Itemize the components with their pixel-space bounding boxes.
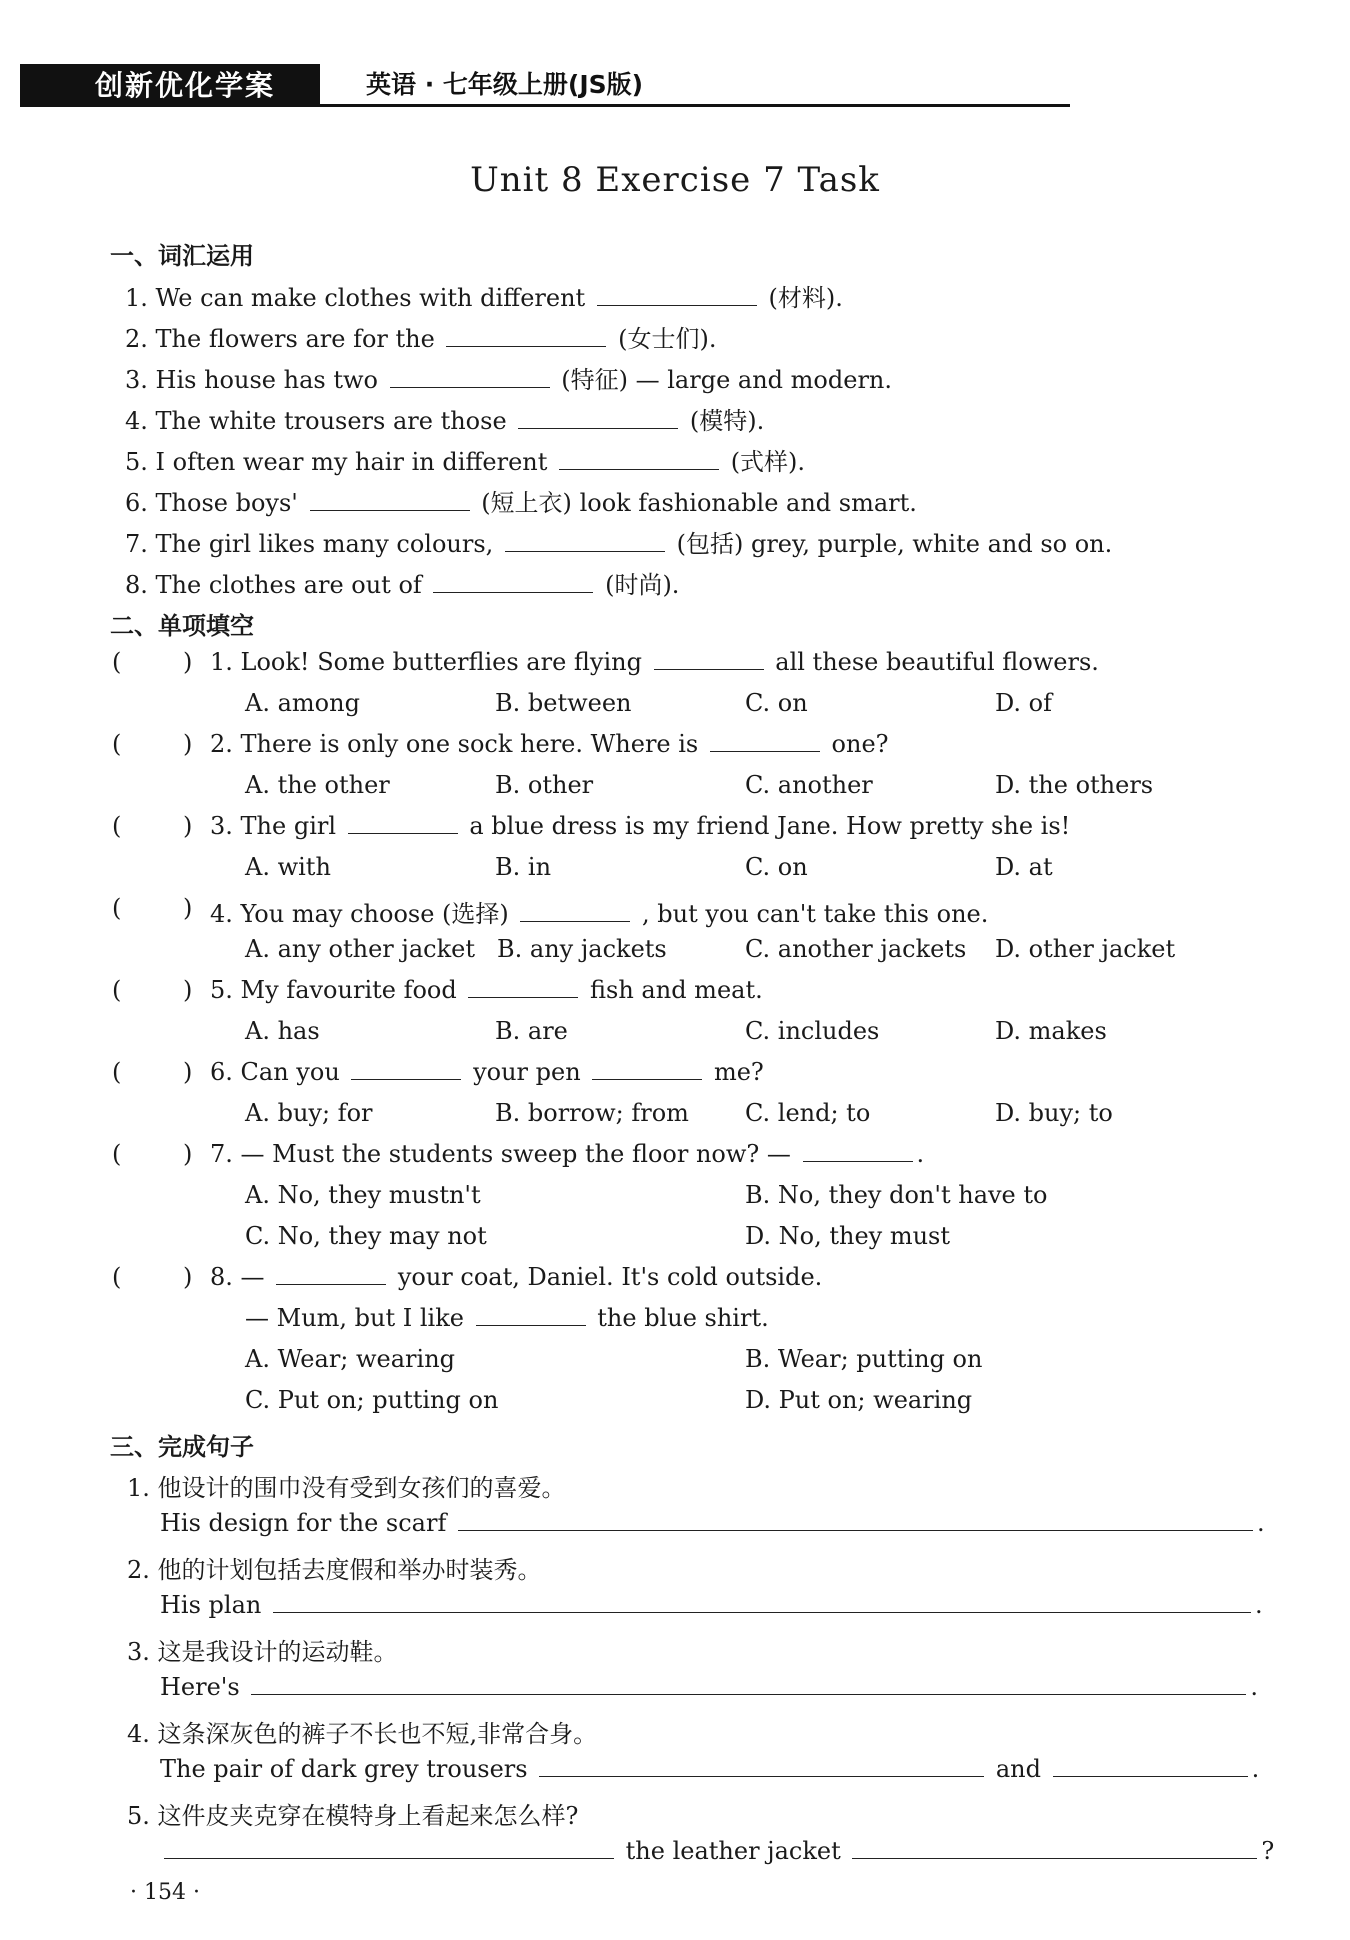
answer-blank[interactable] <box>390 386 550 388</box>
sentence-5-english: the leather jacket ? <box>160 1837 1274 1865</box>
sentence-4-english: The pair of dark grey trousers and . <box>160 1755 1260 1783</box>
option-c[interactable]: C. on <box>745 689 808 717</box>
mc-question-6: 6. Can you your pen me? <box>210 1058 764 1086</box>
answer-blank[interactable] <box>597 304 757 306</box>
answer-blank[interactable] <box>476 1324 586 1326</box>
vocab-item-7: 7. The girl likes many colours, (包括) grey, purple, white and so on. <box>125 530 1113 558</box>
answer-paren-open: ( <box>112 812 122 840</box>
option-b[interactable]: B. borrow; from <box>495 1099 689 1127</box>
option-c[interactable]: C. No, they may not <box>245 1222 487 1250</box>
vocab-item-8: 8. The clothes are out of (时尚). <box>125 571 680 599</box>
option-a[interactable]: A. No, they mustn't <box>245 1181 481 1209</box>
answer-blank[interactable] <box>592 1078 702 1080</box>
answer-paren-open: ( <box>112 1140 122 1168</box>
answer-blank[interactable] <box>520 920 630 922</box>
option-d[interactable]: D. the others <box>995 771 1154 799</box>
answer-line[interactable] <box>539 1775 984 1777</box>
answer-line[interactable] <box>164 1857 614 1859</box>
option-b[interactable]: B. other <box>495 771 594 799</box>
sentence-4-chinese: 4. 这条深灰色的裤子不长也不短,非常合身。 <box>127 1720 598 1748</box>
answer-blank[interactable] <box>518 427 678 429</box>
answer-paren-close: ) <box>183 976 193 1004</box>
option-c[interactable]: C. another <box>745 771 873 799</box>
mc-question-7: 7. — Must the students sweep the floor now? — . <box>210 1140 925 1168</box>
mc-question-8: 8. — your coat, Daniel. It's cold outside. <box>210 1263 823 1291</box>
option-b[interactable]: B. Wear; putting on <box>745 1345 983 1373</box>
answer-blank[interactable] <box>559 468 719 470</box>
section-1-heading: 一、词汇运用 <box>110 242 254 270</box>
answer-line[interactable] <box>273 1611 1251 1613</box>
option-a[interactable]: A. any other jacket <box>245 935 475 963</box>
answer-paren-close: ) <box>183 1058 193 1086</box>
answer-paren-close: ) <box>183 730 193 758</box>
mc-question-3: 3. The girl a blue dress is my friend Jane. How pretty she is! <box>210 812 1071 840</box>
mc-question-8-reply: — Mum, but I like the blue shirt. <box>245 1304 769 1332</box>
mc-question-5: 5. My favourite food fish and meat. <box>210 976 763 1004</box>
mc-question-1: 1. Look! Some butterflies are flying all these beautiful flowers. <box>210 648 1099 676</box>
sentence-2-english: His plan . <box>160 1591 1263 1619</box>
option-a[interactable]: A. among <box>245 689 360 717</box>
answer-paren-open: ( <box>112 1058 122 1086</box>
sentence-3-english: Here's . <box>160 1673 1259 1701</box>
answer-paren-open: ( <box>112 648 122 676</box>
answer-blank[interactable] <box>351 1078 461 1080</box>
option-c[interactable]: C. lend; to <box>745 1099 871 1127</box>
page-number: · 154 · <box>130 1880 200 1905</box>
option-d[interactable]: D. of <box>995 689 1052 717</box>
answer-line[interactable] <box>458 1529 1253 1531</box>
option-a[interactable]: A. has <box>245 1017 320 1045</box>
answer-paren-close: ) <box>183 1140 193 1168</box>
header-divider <box>20 104 1070 107</box>
answer-paren-close: ) <box>183 812 193 840</box>
sentence-2-chinese: 2. 他的计划包括去度假和举办时装秀。 <box>127 1556 542 1584</box>
answer-paren-open: ( <box>112 976 122 1004</box>
answer-paren-open: ( <box>112 1263 122 1291</box>
answer-blank[interactable] <box>803 1160 913 1162</box>
option-d[interactable]: D. Put on; wearing <box>745 1386 973 1414</box>
option-d[interactable]: D. No, they must <box>745 1222 951 1250</box>
answer-blank[interactable] <box>710 750 820 752</box>
vocab-item-1: 1. We can make clothes with different (材料). <box>125 284 843 312</box>
option-a[interactable]: A. with <box>245 853 331 881</box>
header-subject: 英语 · 七年级上册(JS版) <box>366 70 644 99</box>
option-d[interactable]: D. at <box>995 853 1053 881</box>
sentence-1-english: His design for the scarf . <box>160 1509 1265 1537</box>
sentence-3-chinese: 3. 这是我设计的运动鞋。 <box>127 1638 398 1666</box>
answer-blank[interactable] <box>276 1283 386 1285</box>
option-b[interactable]: B. any jackets <box>497 935 667 963</box>
section-3-heading: 三、完成句子 <box>110 1433 254 1461</box>
answer-blank[interactable] <box>446 345 606 347</box>
answer-paren-open: ( <box>112 730 122 758</box>
answer-paren-close: ) <box>183 1263 193 1291</box>
answer-paren-close: ) <box>183 894 193 922</box>
option-a[interactable]: A. buy; for <box>245 1099 373 1127</box>
answer-paren-open: ( <box>112 894 122 922</box>
option-d[interactable]: D. makes <box>995 1017 1107 1045</box>
mc-question-4: 4. You may choose (选择) , but you can't take this one. <box>210 900 989 928</box>
mc-question-2: 2. There is only one sock here. Where is one? <box>210 730 889 758</box>
option-b[interactable]: B. between <box>495 689 632 717</box>
answer-blank[interactable] <box>468 996 578 998</box>
section-2-heading: 二、单项填空 <box>110 612 254 640</box>
answer-line[interactable] <box>1053 1775 1248 1777</box>
answer-blank[interactable] <box>433 591 593 593</box>
answer-blank[interactable] <box>348 832 458 834</box>
vocab-item-6: 6. Those boys' (短上衣) look fashionable and smart. <box>125 489 917 517</box>
answer-blank[interactable] <box>505 550 665 552</box>
answer-blank[interactable] <box>654 668 764 670</box>
answer-line[interactable] <box>852 1857 1257 1859</box>
option-c[interactable]: C. includes <box>745 1017 880 1045</box>
vocab-item-2: 2. The flowers are for the (女士们). <box>125 325 717 353</box>
vocab-item-5: 5. I often wear my hair in different (式样). <box>125 448 806 476</box>
sentence-5-chinese: 5. 这件皮夹克穿在模特身上看起来怎么样? <box>127 1802 579 1830</box>
answer-blank[interactable] <box>310 509 470 511</box>
option-a[interactable]: A. the other <box>245 771 390 799</box>
option-c[interactable]: C. Put on; putting on <box>245 1386 499 1414</box>
option-c[interactable]: C. another jackets <box>745 935 967 963</box>
option-b[interactable]: B. in <box>495 853 552 881</box>
option-d[interactable]: D. other jacket <box>995 935 1176 963</box>
option-d[interactable]: D. buy; to <box>995 1099 1113 1127</box>
option-c[interactable]: C. on <box>745 853 808 881</box>
sentence-1-chinese: 1. 他设计的围巾没有受到女孩们的喜爱。 <box>127 1474 566 1502</box>
option-a[interactable]: A. Wear; wearing <box>245 1345 456 1373</box>
page-title: Unit 8 Exercise 7 Task <box>470 160 880 200</box>
answer-line[interactable] <box>251 1693 1246 1695</box>
option-b[interactable]: B. No, they don't have to <box>745 1181 1048 1209</box>
option-b[interactable]: B. are <box>495 1017 568 1045</box>
answer-paren-close: ) <box>183 648 193 676</box>
vocab-item-3: 3. His house has two (特征) — large and modern. <box>125 366 892 394</box>
header-brand: 创新优化学案 <box>95 69 276 102</box>
vocab-item-4: 4. The white trousers are those (模特). <box>125 407 765 435</box>
